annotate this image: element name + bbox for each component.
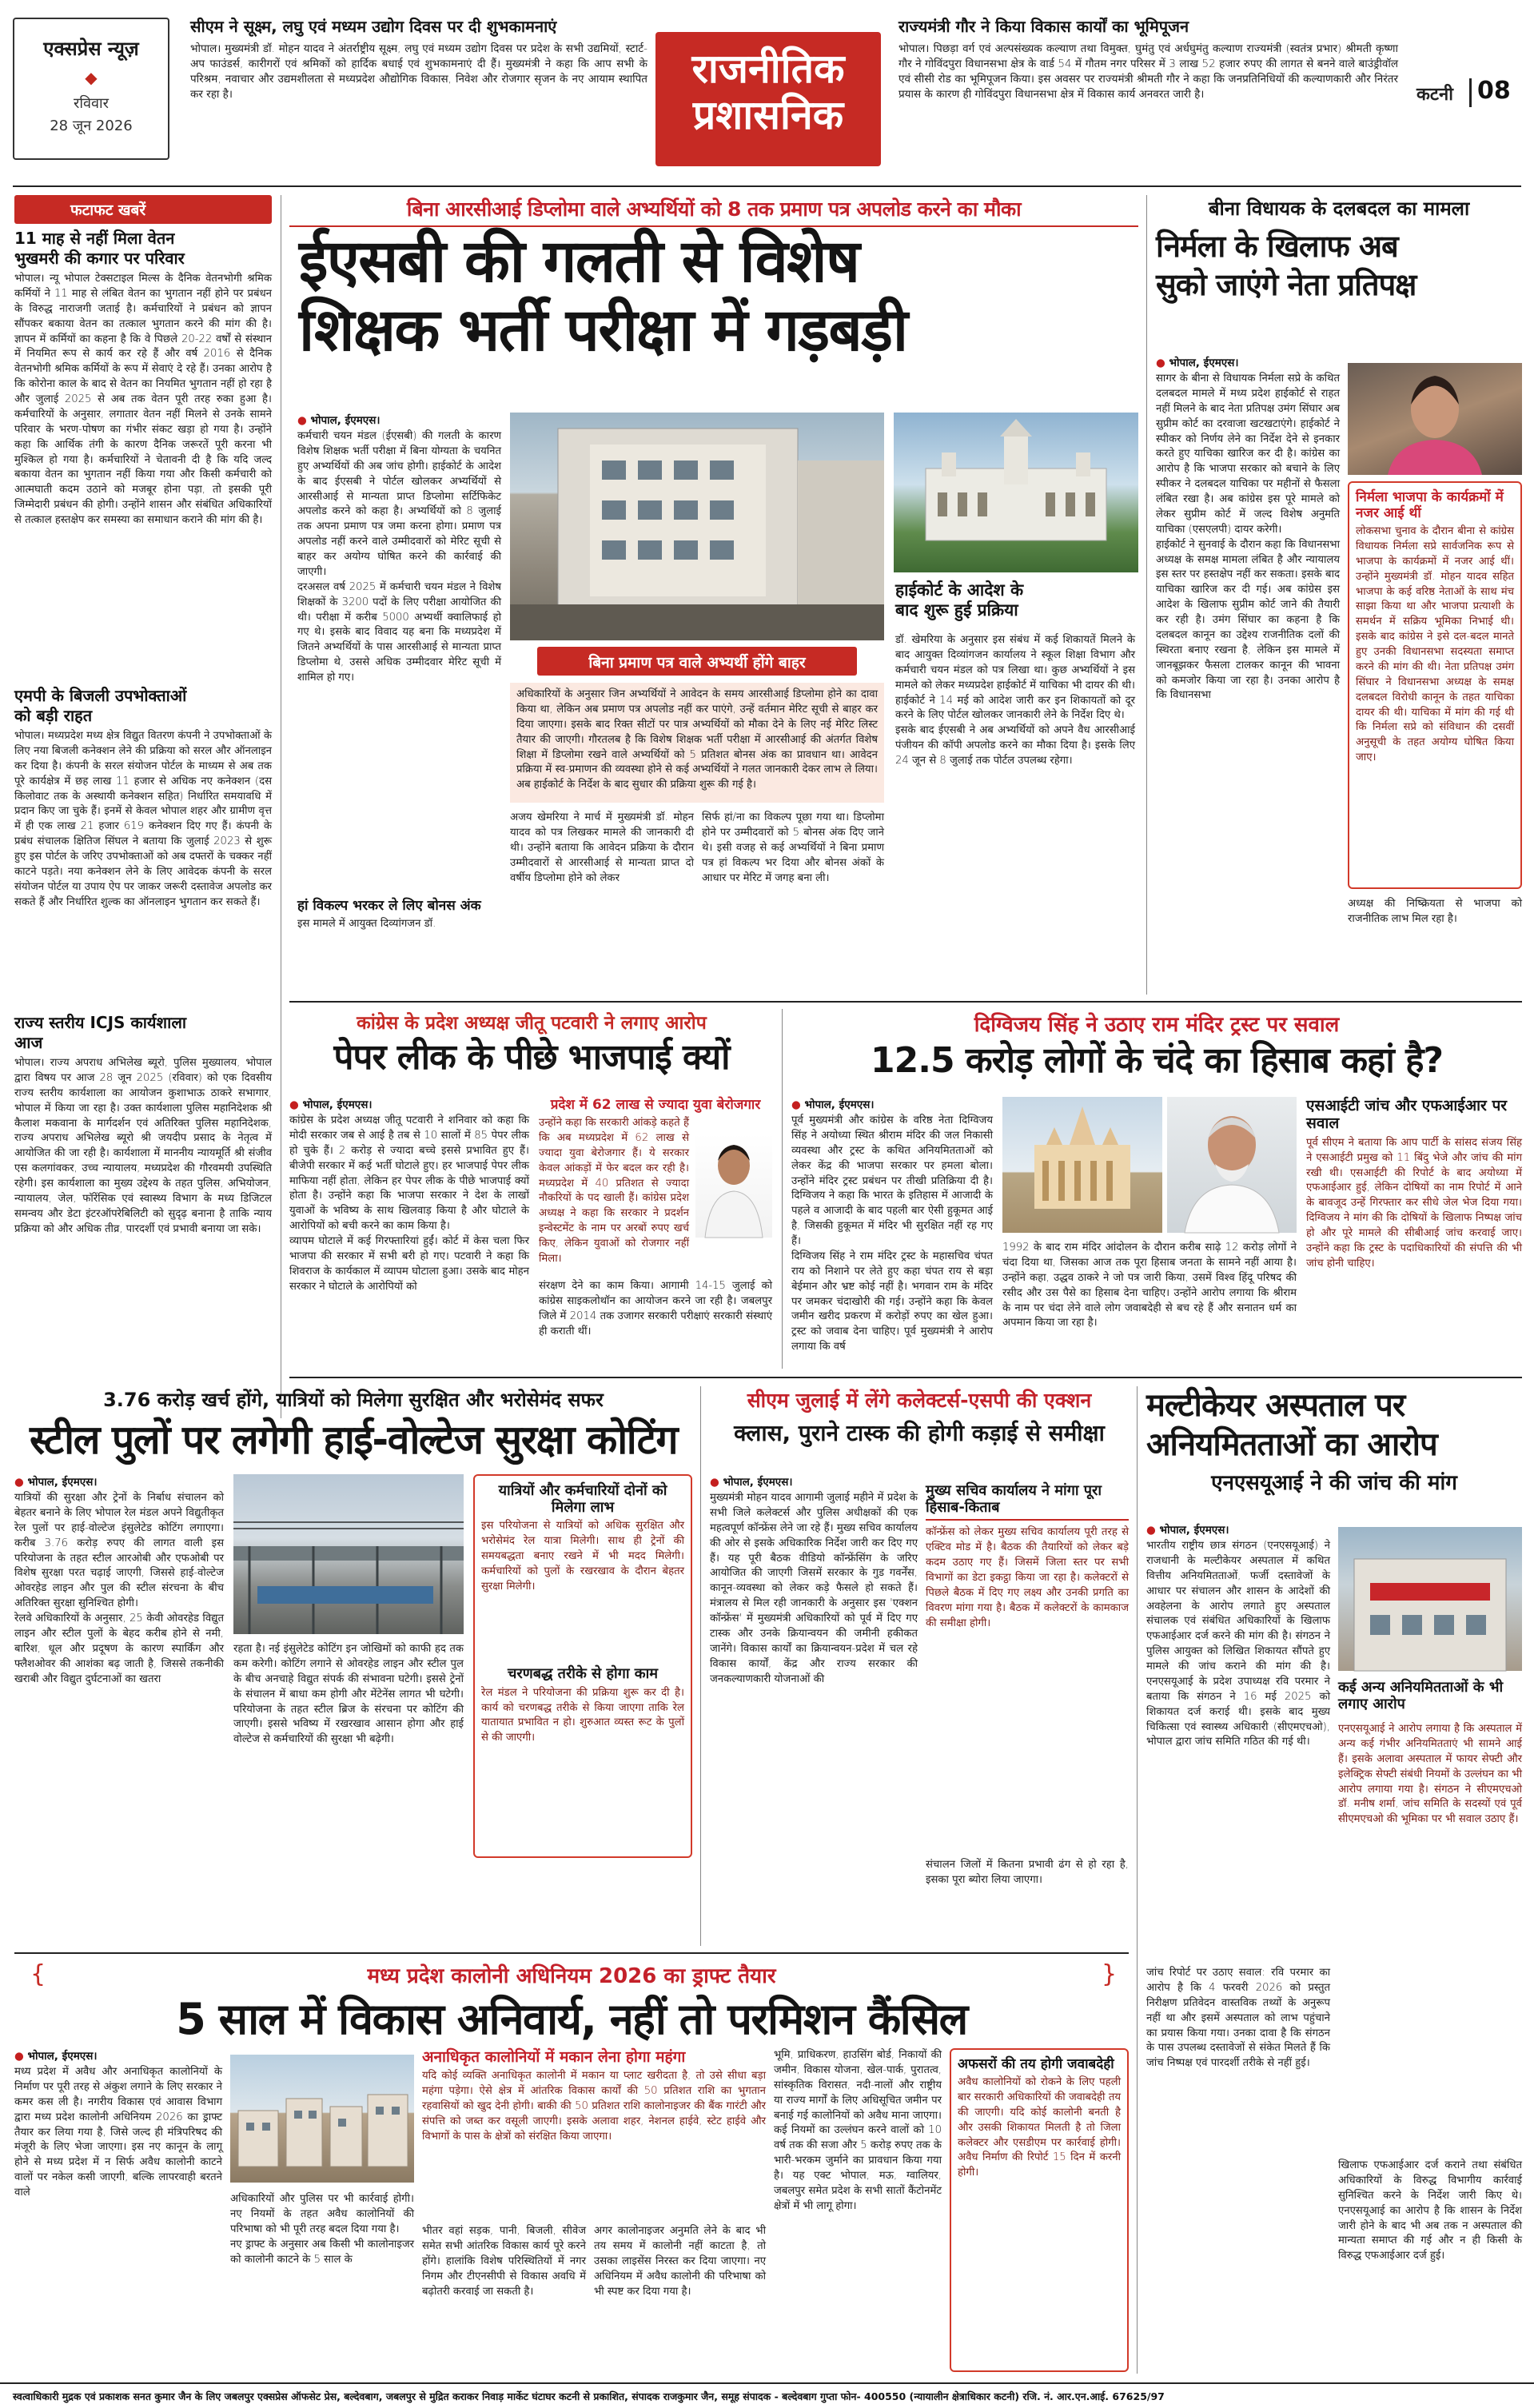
nirmala-story [1156,195,1522,995]
paper-col1-body: कांग्रेस के प्रदेश अध्यक्ष जीतू पटवारी ने शनिवार को कहा कि मोदी सरकार जब से आई है तब से 10 सालों में 85 पेपर लीक हो चुके हैं। 2 करोड़ से ज्यादा बच्चे इससे प्रभावित हुए हैं। बीजेपी सरकार में कई भर्ती घोटाले हुए। हर भाजपाई पेपर लीक माफिया नहीं होता, लेकिन हर पेपर लीक के पीछे भाजपाई क्यों होता है। उन्होंने कहा कि भाजपा सरकार ने देश के लाखों युवाओं के भविष्य के साथ खिलवाड़ किया है और घोटाले के आरोपियों को बची करने का काम किया है। व्यापम घोटाले में कई गिरफ्तारियां हुईं। कोर्ट में केस चला फिर भाजपा की सरकार में सभी बरी हो गए। पटवारी ने कहा कि शिवराज के कार्यकाल में व्यापम घोटाला हुआ। उसके बाद मोहन सरकार ने घोटाले के आरोपियों को [289,1114,529,1293]
digvijay-portrait-illustration [1167,1097,1297,1233]
colony-tail: खिलाफ एफआईआर दर्ज कराने तथा संबंधित अधिकारियों के विरुद्ध विभागीय कार्रवाई सुनिश्चित करने के निर्देश जारी किए थे। एनएसयूआई का आरोप है कि शासन के निर्देश जारी होने के बाद भी अब तक न अस्पताल की मान्यता समाप्त की गई और न ही किसी के विरुद्ध एफआईआर दर्ज हुई। [1338,2159,1522,2262]
esb-col3 [702,811,884,987]
colony-box2-body: अवैध कालोनियों को रोकने के लिए पहली बार सरकारी अधिकारियों की जवाबदेही तय की जाएगी। यदि कोई कालोनी बनती है और उसकी शिकायत मिलती है तो जिला कलेक्टर और एसडीएम पर कार्रवाई होगी। अवैध निर्माण की रिपोर्ट 15 दिन में करनी होगी। [958,2076,1121,2179]
top-left-headline: सीएम ने सूक्ष्म, लघु एवं मध्यम उद्योग दिवस पर दी शुभकामनाएं [190,17,557,36]
colony-bracket-left: { [30,1960,46,1988]
fatafat-label: फटाफट खबरें [14,195,272,224]
collector-byline: ● भोपाल, ईएमएस। [710,1474,918,1489]
multicare-body: भारतीय राष्ट्रीय छात्र संगठन (एनएसयूआई) ने राजधानी के मल्टीकेयर अस्पताल में कथित वित्तीय अनियमितताओं, फर्जी दस्तावेजों के आधार पर संचालन और शासन के आदेशों की अवहेलना के आरोप लगाते हुए अस्पताल संचालक एवं संबंधित अधिकारियों के खिलाफ एफआईआर दर्ज करने की मांग की है। संगठन ने पुलिस आयुक्त को लिखित शिकायत सौंपते हुए मामले की जांच कराने की मांग की है। एनएसयूआई के प्रदेश उपाध्यक्ष रवि परमार ने बताया कि संगठन ने 16 मई 2025 को शिकायत दर्ज कराई थी। इसके बाद मुख्य चिकित्सा एवं स्वास्थ्य अधिकारी (सीएमएचओ), भोपाल द्वारा जांच समिति गठित की गई थी। [1146,1540,1330,1748]
ram-temple-photo [1002,1097,1162,1233]
colony-bracket-right: } [1102,1960,1118,1988]
nirmala-sidebox [1348,481,1522,889]
top-left-story [190,18,647,169]
fatafat-story2-body: भोपाल। मध्यप्रदेश मध्य क्षेत्र विद्युत वितरण कंपनी ने उपभोक्ताओं के लिए नया बिजली कनेक्शन लेने की प्रक्रिया को सरल और ऑनलाइन कर दिया है। कंपनी के सरल संयोजन पोर्टल के माध्यम से अब तक पूरे कार्यक्षेत्र में छह लाख 11 हजार से अधिक नए कनेक्शन (दस किलोवाट तक के अस्थायी कनेक्शन सहित) निर्धारित समयावधि में प्रदान किए जा चुके हैं। इनमें से केवल भोपाल शहर और ग्रामीण वृत्त में ही एक लाख 21 हजार 619 कनेक्शन दिए गए हैं। कंपनी के प्रबंध संचालक क्षितिज सिंघल ने बताया कि जुलाई 2023 से शुरू हुए इस पोर्टल के जरिए उपभोक्ताओं को अब दफ्तरों के चक्कर नहीं काटने पड़ते। नया कनेक्शन लेने के लिए आवेदक कंपनी के सरल संयोजन पोर्टल या उपाय ऐप पर जाकर जरूरी दस्तावेज अपलोड कर सकते हैं और निर्धारित शुल्क का ऑनलाइन भुगतान कर सकते हैं। [14,730,272,908]
collector-kicker: सीएम जुलाई में लेंगे कलेक्टर्स-एसपी की एक्शन [747,1389,1092,1412]
colony-box-body: यदि कोई व्यक्ति अनाधिकृत कालोनी में मकान या प्लाट खरीदता है, तो उसे सीधा बड़ा महंगा पड़ेगा। ऐसे क्षेत्र में आंतरिक विकास कार्यों की 50 प्रतिशत राशि का भुगतान रहवासियों को खुद देनी होगी। बाकी की 50 प्रतिशत राशि कालोनाइजर की बैंक गारंटी और संपत्ति को जब्त कर वसूली जाएगी। इसके अलावा शहर, नेशनल हाईवे, स्टेट हाईवे और विभागों के पास के क्षेत्रों को संरक्षित किया जाएगा। [422,2070,766,2143]
digvijay-photo [1167,1097,1297,1233]
steel-kicker: 3.76 करोड़ खर्च होंगे, यात्रियों को मिलेगा सुरक्षित और भरोसेमंद सफर [103,1389,604,1411]
imprint-footer: स्वत्वाधिकारी मुद्रक एवं प्रकाशक सनत कुमार जैन के लिए जबलपुर एक्सप्रेस ऑफसेट प्रेस, बल्देवबाग, जबलपुर से मुद्रित कराकर निवाड़ मार्केट घंटाघर कटनी से प्रकाशित, संपादक राजकुमार जैन, समूह संपादक - बल्देवबाग गुप्ता फोन- 400550 (न्यायालीन क्षेत्राधिकार कटनी) रजि. नं. आर.एन.आई. 67625/97 [0,2382,1534,2408]
steel-byline: ● भोपाल, ईएमएस। [14,1474,224,1489]
colony-col5-body: भूमि, प्राधिकरण, हाउसिंग बोर्ड, निकायों की जमीन, विकास योजना, खेल-पार्क, पुरातत्व, सांस्कृतिक विरासत, नदी-नालों और राष्ट्रीय या राज्य मार्गों के लिए अधिसूचित जमीन पर बनाई गई कालोनियों को अवैध माना जाएगा। कई नियमों का उल्लंघन करने वालों को 10 वर्ष तक की सजा और 5 करोड़ रुपए तक के भारी-भरकम जुर्माने का प्रावधान किया गया है। यह एक्ट भोपाल, मऊ, ग्वालियर, जबलपुर समेत प्रदेश के सभी सातों कैंटोनमेंट क्षेत्रों में भी लागू होगा। [774,2049,942,2212]
issue-day: रविवार [73,95,110,112]
paper-headline: पेपर लीक के पीछे भाजपाई क्यों [333,1037,730,1078]
esb-story [289,195,1138,995]
steel-box-head: यात्रियों और कर्मचारियों दोनों को मिलेगा लाभ [498,1482,667,1517]
esb-building-illustration [510,413,884,640]
steel-box-body: इस परियोजना से यात्रियों को अधिक सुरक्षित और भरोसेमंद रेल यात्रा मिलेगी। साथ ही ट्रेनों की समयबद्धता बनाए रखने में भी मदद मिलेगी। कर्मचारियों को पुलों के रखरखाव के दौरान बेहतर सुरक्षा मिलेगी। [481,1520,684,1593]
esb-headline-line1: ईएसबी की गलती से विशेष [299,227,859,296]
esb-col1 [297,413,501,1006]
patwari-portrait-illustration [695,1134,772,1238]
collector-tail: संचालन जिलों में कितना प्रभावी ढंग से हो रहा है, इसका पूरा ब्योरा लिया जाएगा। [926,1859,1129,1886]
esb-right-rule [1146,195,1147,995]
colony-houses-illustration [230,2055,414,2183]
highcourt-subhead: हाईकोर्ट के आदेश के बाद शुरू हुई प्रक्रिया [895,580,1024,620]
esb-building-photo [510,413,884,640]
fatafat-story1-body: भोपाल। न्यू भोपाल टेक्सटाइल मिल्स के दैनिक वेतनभोगी श्रमिक कर्मियों ने 11 माह से लंबित वेतन का भुगतान नहीं होने पर प्रबंधन के विरुद्ध नाराजगी जताई है। कर्मचारियों ने प्रबंधन को ज्ञापन सौंपकर बकाया वेतन का तत्काल भुगतान करने की मांग की है। ज्ञापन में कर्मियों का कहना है कि वे पिछले 20-22 वर्षों से संस्थान में नियमित रूप से कार्य कर रहे हैं और वर्ष 2016 से दैनिक वेतनभोगी श्रमिक कर्मियों के रूप में सेवाएं दे रहे हैं। उनका आरोप है कि कोरोना काल के बाद से वेतन का नियमित भुगतान नहीं हो रहा है और जुलाई 2025 से अब तक वेतन पूरी तरह रुका हुआ है। कर्मचारियों के अनुसार, लगातार वेतन नहीं मिलने से उनके सामने परिवार के भरण-पोषण का गंभीर संकट खड़ा हो गया है। उन्होंने कहा कि आर्थिक तंगी के कारण दैनिक जरूरतें पूरी करना भी मुश्किल हो गया है। कर्मचारियों ने चेतावनी दी है कि यदि जल्द बकाया वेतन का भुगतान नहीं किया गया और किसी कर्मचारी को आत्मघाती कदम उठाने को मजबूर होना पड़ा, तो इसकी पूरी जिम्मेदारी प्रबंधन की होगी। उन्होंने शासन और संबंधित अधिकारियों से तत्काल हस्तक्षेप कर समस्या का समाधान कराने की मांग की है। [14,273,272,526]
collector-headline: क्लास, पुराने टास्क की होगी कड़ाई से समीक्षा [734,1420,1105,1446]
paper-col3-body: संरक्षण देने का काम किया। आगामी 14-15 जुलाई को कांग्रेस साइकलोथॉन का आयोजन करने जा रही है। जबलपुर जिले में 2014 तक उजागर सरकारी परीक्षाएं सरकारी संस्थाएं ही कराती थीं। [539,1280,772,1338]
nirmala-col [1156,355,1340,991]
ram-box-body: पूर्व सीएम ने बताया कि आप पार्टी के सांसद संजय सिंह ने एसआईटी प्रमुख को 11 बिंदु भेजे और जांच की मांग रखी थी। एसआईटी की रिपोर्ट के बाद अयोध्या में एफआईआर हुई, लेकिन दोषियों का नाम रिपोर्ट में आने के बावजूद उन्हें गिरफ्तार कर सीधे जेल भेज दिया गया। दिग्विजय ने मांग की कि दोषियों के खिलाफ निष्पक्ष जांच हो और पूरे मामले की सीबीआई जांच करवाई जाए। उन्होंने कहा कि ट्रस्ट के पदाधिकारियों की संपत्ति की भी जांच होनी चाहिए। [1306,1136,1522,1270]
steel-bridge-illustration [233,1474,464,1634]
colony-col3-body: भीतर वहां सड़क, पानी, बिजली, सीवेज समेत सभी आंतरिक विकास कार्य पूरे करने होंगे। हालांकि विशेष परिस्थितियों में नगर निगम और टीएनसीपी से विकास अवधि में बढ़ोतरी करवाई जा सकती है। [422,2225,586,2298]
collector-box-head: मुख्य सचिव कार्यालय ने मांगा पूरा हिसाब-किताब [926,1482,1129,1521]
esb-col1-tail: इस मामले में आयुक्त दिव्यांगजन डॉ. [297,918,436,931]
steel-story [14,1386,692,1946]
colony-photo [230,2055,414,2183]
top-right-story [898,18,1398,169]
page-city: कटनी [1416,85,1453,105]
colony-byline: ● भोपाल, ईएमएस। [14,2048,222,2063]
esb-col3-body: सिर्फ हां/ना का विकल्प पूछा गया था। डिप्लोमा होने पर उम्मीदवारों को 5 बोनस अंक दिए जाने थे। इसी वजह से कई अभ्यर्थियों ने बिना प्रमाण पत्र हां विकल्प भर दिया और बोनस अंकों के आधार पर मेरिट में जगह बना ली। [702,811,884,884]
section-line2: प्रशासनिक [692,91,844,138]
paper-box-body: उन्होंने कहा कि सरकारी आंकड़े कहते हैं कि अब मध्यप्रदेश में 62 लाख से ज्यादा युवा बेरोजगार हैं। ये सरकार केवल आंकड़ों में फेर बदल कर रही है। मध्यप्रदेश में 40 प्रतिशत से ज्यादा नौकरियों के पद खाली हैं। कांग्रेस प्रदेश अध्यक्ष ने कहा कि सरकार ने प्रदर्शन इन्वेस्टमेंट के नाम पर अरबों रुपए खर्च किए, लेकिन युवाओं को रोजगार नहीं मिला। [539,1117,689,1265]
ram-box [1306,1097,1522,1369]
fatafat-column [14,195,272,1394]
colony-col2-body: अधिकारियों और पुलिस पर भी कार्रवाई होगी। नए नियमों के तहत अवैध कालोनियों की परिभाषा को भी पूरी तरह बदल दिया गया है। नए ड्राफ्ट के अनुसार अब किसी भी कालोनाइजर को कालोनी काटने के 5 साल के [230,2193,414,2266]
band2-rule [289,1001,1522,1003]
ram-headline: 12.5 करोड़ लोगों के चंदे का हिसाब कहां है? [871,1040,1443,1081]
steel-col1-body: यात्रियों की सुरक्षा और ट्रेनों के निर्बाध संचालन को बेहतर बनाने के लिए भोपाल रेल मंडल अपने विद्युतीकृत रेल पुलों पर हाई-वोल्टेज इंसुलेटेड कोटिंग लगाएगा। करीब 3.76 करोड़ रुपए की लागत वाली इस परियोजना के तहत स्टील आरओबी और एफओबी पर विशेष सुरक्षा परत चढ़ाई जाएगी, जिससे हाई-वोल्टेज ओवरहेड लाइन और पुल की स्टील संरचना के बीच अतिरिक्त सुरक्षा सुनिश्चित होगी। रेलवे अधिकारियों के अनुसार, 25 केवी ओवरहेड विद्युत लाइन और स्टील पुलों के बेहद करीब होने से नमी, बारिश, धूल और प्रदूषण के कारण स्पार्किंग और फ्लैशओवर की आशंका बढ़ जाती है, जिससे तकनीकी खराबी और विद्युत दुर्घटनाओं का खतरा [14,1492,224,1685]
colony-box-head: अनाधिकृत कालोनियों में मकान लेना होगा महंगा [422,2048,686,2066]
page-number: 08 [1477,77,1511,105]
multicare-hospital-photo [1338,1527,1522,1671]
collector-col1 [710,1474,918,1946]
paper-box-head: प्रदेश में 62 लाख से ज्यादा युवा बेरोजगार [550,1097,761,1113]
nirmala-body: सागर के बीना से विधायक निर्मला सप्रे के कथित दलबदल मामले में मध्य प्रदेश हाईकोर्ट से राहत नहीं मिलने के बाद नेता प्रतिपक्ष उमंग सिंघार अब सुप्रीम कोर्ट का दरवाजा खटखटाएंगे। हाईकोर्ट ने स्पीकर को निर्णय लेने का निर्देश देने से इनकार करते हुए याचिका खारिज कर दी है। कांग्रेस का आरोप है कि भाजपा सरकार को बचाने के लिए स्पीकर ने दलबदल याचिका पर महीनों से फैसला लंबित रखा है। अब कांग्रेस इस पूरे मामले को लेकर सुप्रीम कोर्ट में जल्द विशेष अनुमति याचिका (एसएलपी) दायर करेगी। हाईकोर्ट ने सुनवाई के दौरान कहा कि विधानसभा अध्यक्ष के समक्ष मामला लंबित है और न्यायालय इस स्तर पर हस्तक्षेप नहीं कर सकता। इसके बाद याचिका खारिज कर दी गई। अब कांग्रेस इस आदेश के खिलाफ सुप्रीम कोर्ट जाने की तैयारी कर रही है। उमंग सिंघार का कहना है कि दलबदल कानून का उद्देश्य राजनीतिक दलों की स्थिरता बनाए रखना है, लेकिन इस मामले में जानबूझकर फैसला टालकर कानून की भावना को कमजोर किया जा रहा है। उनका आरोप है कि विधानसभा [1156,373,1340,702]
steel-bridge-photo [233,1474,464,1634]
steel-box-body2: रेल मंडल ने परियोजना की प्रक्रिया शुरू कर दी है। कार्य को चरणबद्ध तरीके से किया जाएगा ताकि रेल यातायात प्रभावित न हो। शुरुआत व्यस्त रूट के पुलों से की जाएगी। [481,1686,684,1744]
multicare-subhead: एनएसयूआई ने की जांच की मांग [1211,1470,1457,1495]
page-divider [1469,78,1472,107]
highcourt-body: डॉ. खेमरिया के अनुसार इस संबंध में कई शिकायतें मिलने के बाद आयुक्त दिव्यांगजन कार्यालय ने स्कूल शिक्षा विभाग और कर्मचारी चयन मंडल को पत्र लिखा था। कुछ अभ्यर्थियों ने इस मामले को लेकर मध्यप्रदेश हाईकोर्ट में याचिका भी दायर की थी। हाईकोर्ट ने 14 मई को आदेश जारी कर इन शिकायतों को दूर करने के लिए पोर्टल खोलकर जानकारी लेने के निर्देश दिए थे। इसके बाद ईएसबी ने अब अभ्यर्थियों को अपने वैध आरसीआई पंजीयन की कॉपी अपलोड करने का मौका दिया है। इसके लिए 24 जून से 8 जुलाई तक पोर्टल उपलब्ध रहेगा। [895,634,1135,767]
fatafat-story2-headline: एमपी के बिजली उपभोक्ताओं को बड़ी राहत [14,686,187,725]
ram-temple-illustration [1002,1097,1162,1233]
top-right-body: भोपाल। पिछड़ा वर्ग एवं अल्पसंख्यक कल्याण तथा विमुक्त, घुमंतु एवं अर्धघुमंतु कल्याण राज्यमंत्री (स्वतंत्र प्रभार) श्रीमती कृष्णा गौर ने गोविंदपुरा विधानसभा क्षेत्र के वार्ड 54 में गौतम नगर परिसर में 3 लाख 52 हजार रुपए की लागत से बनने वाले बाउंड्रीवॉल एवं सीसी रोड का भूमिपूजन किया। इस अवसर पर राज्यमंत्री श्रीमती गौर ने कहा कि जनप्रतिनिधियों की कल्याणकारी और निरंतर प्रयास के कारण ही गोविंदपुरा विधानसभा क्षेत्र में विकास कार्य अनवरत जारी है। [898,42,1398,102]
ram-col1-body: पूर्व मुख्यमंत्री और कांग्रेस के वरिष्ठ नेता दिग्विजय सिंह ने अयोध्या स्थित श्रीराम मंदिर की जल निकासी व्यवस्था और ट्रस्ट के कथित अनियमितताओं को लेकर केंद्र की भाजपा सरकार पर हमला बोला। उन्होंने मंदिर ट्रस्ट प्रबंधन पर तीखी प्रतिक्रिया दी है। दिग्विजय ने कहा कि भारत के इतिहास में आजादी के पहले व आजादी के बाद पहली बार ऐसी हुकूमत आई है, जिसकी हुकूमत में मंदिर भी सुरक्षित नहीं रह गए हैं। दिग्विजय सिंह ने राम मंदिर ट्रस्ट के महासचिव चंपत राय को निशाने पर लेते हुए कहा चंपत राय से बड़ा बेईमान और भ्रष्ट कोई नहीं है। भगवान राम के मंदिर पर जमकर चंदाखोरी की गई। उन्होंने कहा कि केवल जमीन खरीद प्रकरण में करोड़ों रुपए का खेल हुआ। ट्रस्ट को जवाब देना चाहिए। पूर्व मुख्यमंत्री ने आरोप लगाया कि वर्ष [791,1114,993,1354]
steel-headline: स्टील पुलों पर लगेगी हाई-वोल्टेज सुरक्षा कोटिंग [29,1417,678,1463]
esb-col1-subhead: हां विकल्प भरकर ले लिए बोनस अंक [297,898,481,914]
esb-photo-caption: बिना प्रमाण पत्र वाले अभ्यर्थी होंगे बाहर [537,647,857,676]
paper-right-rule [782,1009,783,1369]
paper-box [539,1097,772,1273]
band4-rule [14,1952,1129,1954]
nirmala-photo [1348,363,1522,475]
fatafat-story1-headline: 11 माह से नहीं मिला वेतन भुखमरी की कगार पर परिवार [14,229,185,268]
steel-box [473,1474,692,1858]
esb-headline-line2: शिक्षक भर्ती परीक्षा में गड़बड़ी [299,296,907,365]
colony-col1-body: मध्य प्रदेश में अवैध और अनाधिकृत कालोनियों के निर्माण पर पूरी तरह से अंकुश लगाने के लिए सरकार ने कमर कस ली है। नगरीय विकास एवं आवास विभाग द्वारा मध्य प्रदेश कालोनी अधिनियम 2026 का ड्राफ्ट तैयार कर लिया गया है, जिसे जल्द ही मंत्रिपरिषद की मंजूरी के लिए भेजा जाएगा। इस नए कानून के लागू होने से मध्य प्रदेश में न सिर्फ अवैध कालोनी काटने वालों पर नकेल कसी जाएगी, बल्कि लापरवाही बरतने वाले [14,2066,222,2199]
nirmala-portrait-illustration [1348,363,1522,475]
colony-box2 [950,2048,1129,2372]
ram-byline: ● भोपाल, ईएमएस। [791,1097,993,1111]
multicare-headline: मल्टीकेयर अस्पताल पर अनियमितताओं का आरोप [1146,1387,1437,1463]
steel-col2-body: रहता है। नई इंसुलेटेड कोटिंग इन जोखिमों को काफी हद तक कम करेगी। कोटिंग लगाने से ओवरहेड लाइन और स्टील पुल के बीच अनचाहे विद्युत संपर्क की संभावना घटेगी। इससे ट्रेनों के संचालन में बाधा कम होगी और मेंटेनेंस लागत भी घटेगी। परियोजना के तहत स्टील ब्रिज के संरचना पर कोटिंग की जाएगी। इससे भविष्य में रखरखाव आसान होगा और हाई वोल्टेज से कर्मचारियों की सुरक्षा भी बढ़ेगी। [233,1643,464,1746]
multicare-tail: जांच रिपोर्ट पर उठाए सवाल: रवि परमार का आरोप है कि 4 फरवरी 2026 को प्रस्तुत निरीक्षण प्रतिवेदन वास्तविक तथ्यों के अनुरूप नहीं था और इसमें अस्पताल को लाभ पहुंचाने का प्रयास किया गया। उनका दावा है कि संगठन के पास उपलब्ध दस्तावेजों से संकेत मिलते हैं कि जांच निष्पक्ष एवं पारदर्शी तरीके से नहीं हुई। [1146,1967,1330,2070]
multicare-hospital-illustration [1338,1527,1522,1671]
multicare-col [1146,1522,1330,1958]
masthead [0,0,1534,185]
brand-ornament: ◆ [85,68,98,87]
steel-box-head2: चरणबद्ध तरीके से होगा काम [507,1665,659,1683]
highcourt-photo [894,413,1138,572]
colony-box [422,2048,766,2216]
multicare-box-body: एनएसयूआई ने आरोप लगाया है कि अस्पताल में अन्य कई गंभीर अनियमितताएं भी सामने आई हैं। इसके अलावा अस्पताल में फायर सेफ्टी और इलेक्ट्रिक सेफ्टी संबंधी नियमों के उल्लंघन का भी आरोप लगाया गया है। संगठन ने सीएमएचओ डॉ. मनीष शर्मा, जांच समिति के सदस्यों एवं पूर्व सीएमएचओ की भूमिका पर भी सवाल उठाए हैं। [1338,1723,1522,1826]
colony-box2-head: अफसरों की तय होगी जवाबदेही [958,2056,1114,2072]
colony-story [14,1960,1129,2376]
masthead-rule [13,185,1521,187]
top-right-headline: राज्यमंत्री गौर ने किया विकास कार्यों का भूमिपूजन [898,17,1189,36]
paper-byline: ● भोपाल, ईएमएस। [289,1097,529,1111]
colony-kicker: मध्य प्रदेश कालोनी अधिनियम 2026 का ड्राफ्ट तैयार [367,1964,776,1988]
nirmala-byline: ● भोपाल, ईएमएस। [1156,355,1340,369]
fatafat-story3-body: भोपाल। राज्य अपराध अभिलेख ब्यूरो, पुलिस मुख्यालय, भोपाल द्वारा विषय पर आज 28 जून 2025 (रविवार) को एक दिवसीय राज्य स्तरीय कार्यशाला का आयोजन कुशाभाऊ ठाकरे सभागार, भोपाल में किया जा रहा है। उक्त कार्यशाला पुलिस महानिदेशक श्री कैलाश मकवाना के मार्गदर्शन एवं अतिरिक्त पुलिस महानिदेशक, राज्य अपराध अभिलेख ब्यूरो श्री जयदीप प्रसाद के नेतृत्व में आयोजित की जा रही है। कार्यशाला में माननीय न्यायमूर्ति श्री संजीव एस कलगांवकर, उच्च न्यायालय, मध्यप्रदेश की गौरवमयी उपस्थिति रहेगी। इस कार्यशाला का मुख्य उद्देश्य के तहत पुलिस, अभियोजन, न्यायालय, जेल, फॉरेंसिक एवं स्वास्थ्य विभाग के मध्य डिजिटल समन्वय और डेटा इंटरऑपरेबिलिटी को सुदृढ़ बनाना है ताकि न्याय प्रक्रिया को और अधिक तीव्र, पारदर्शी एवं प्रभावी बनाया जा सके। [14,1057,272,1235]
section-line1: राजनीतिक [691,46,845,92]
nirmala-sidebox-body: लोकसभा चुनाव के दौरान बीना से कांग्रेस विधायक निर्मला सप्रे सार्वजनिक रूप से भाजपा के कार्यक्रमों में नजर आई थीं। उन्होंने मुख्यमंत्री डॉ. मोहन यादव सहित भाजपा के कई वरिष्ठ नेताओं के साथ मंच साझा किया था और भाजपा प्रत्याशी के समर्थन में सक्रिय भूमिका निभाई थी। इसके बाद कांग्रेस ने इसे दल-बदल मानते हुए उनकी विधानसभा सदस्यता समाप्त करने की मांग की थी। नेता प्रतिपक्ष उमंग सिंघार ने विधानसभा अध्यक्ष के समक्ष दलबदल विरोधी कानून के तहत याचिका दायर की थी। याचिका में मांग की गई थी कि निर्मला सप्रे को संविधान की दसवीं अनुसूची के तहत अयोग्य घोषित किया जाए। [1356,525,1514,764]
ram-story [791,1009,1522,1369]
esb-col2 [510,811,694,987]
band3-rule [289,1377,1522,1378]
issue-date: 28 जून 2026 [50,118,133,134]
fatafat-story3-headline: राज्य स्तरीय ICJS कार्यशाला आज [14,1013,187,1052]
paper-story [289,1009,774,1369]
esb-col2-body: अजय खेमरिया ने मार्च में मुख्यमंत्री डॉ. मोहन यादव को पत्र लिखकर मामले की जानकारी दी थी। उन्होंने बताया कि आवेदन प्रक्रिया के दौरान उम्मीदवारों से आरसीआई से मान्यता प्राप्त दो वर्षीय डिप्लोमा होने को लेकर [510,811,694,884]
collector-box-body: कॉन्फ्रेंस को लेकर मुख्य सचिव कार्यालय पूरी तरह से एक्टिव मोड में है। बैठक की तैयारियों को लेकर बड़े कदम उठाए गए हैं। जिसमें जिला स्तर पर सभी विभागों का डेटा इकट्ठा किया जा रहा है। कलेक्टरों से पिछले बैठक में दिए गए लक्ष्य और उनकी प्रगति का विवरण मांगा गया है। बैठक में कलेक्टरों के कामकाज की समीक्षा होगी। [926,1526,1129,1629]
section-banner [655,32,881,166]
top-left-body: भोपाल। मुख्यमंत्री डॉ. मोहन यादव ने अंतर्राष्ट्रीय सूक्ष्म, लघु एवं मध्यम उद्योग दिवस पर प्रदेश के सभी उद्यमियों, स्टार्ट-अप फाउंडर्स, कारीगरों एवं श्रमिकों को हार्दिक बधाई एवं शुभकामनाएं दी हैं। मुख्यमंत्री ने कहा कि आप सभी के परिश्रम, नवाचार और उद्यमशीलता से मध्यप्रदेश औद्योगिक विकास, निवेश और रोजगार सृजन के नए आयाम स्थापित कर रहा है। [190,42,647,102]
esb-col1-body: कर्मचारी चयन मंडल (ईएसबी) की गलती के कारण विशेष शिक्षक भर्ती परीक्षा में बिना योग्यता के चयनित हुए अभ्यर्थियों की अब जांच होगी। हाईकोर्ट के आदेश के बाद ईएसबी ने पोर्टल खोलकर अभ्यर्थियों से आरसीआई से मान्यता प्राप्त डिप्लोमा सर्टिफिकेट अपलोड करने को कहा है। अभ्यर्थियों को 8 जुलाई तक अपना प्रमाण पत्र जमा करना होगा। प्रमाण पत्र अपलोड नहीं करने वाले उम्मीदवारों को मेरिट सूची से बाहर कर अयोग्य घोषित करने की कार्रवाई की जाएगी। दरअसल वर्ष 2025 में कर्मचारी चयन मंडल ने विशेष शिक्षकों के 3200 पदों के लिए परीक्षा आयोजित की थी। परीक्षा में करीब 5000 अभ्यर्थी क्वालिफाई हो गए थे। इसके बाद विवाद यह बना कि मध्यप्रदेश में जितने अभ्यर्थियों के पास आरसीआई से मान्यता प्राप्त डिप्लोमा थे, उससे अधिक उम्मीदवार मेरिट सूची में शामिल हो गए। [297,430,501,684]
nirmala-sidebox-head: निर्मला भाजपा के कार्यक्रमों में नजर आई थीं [1356,489,1504,522]
brand-box [13,18,169,160]
paper-col1 [289,1097,529,1369]
colony-col4-body: अगर कालोनाइजर अनुमति लेने के बाद भी तय समय में कालोनी नहीं काटता है, तो उसका लाइसेंस निरस्त कर दिया जाएगा। नए अधिनियम में अवैध कालोनी की परिभाषा को भी स्पष्ट कर दिया गया है। [594,2225,766,2298]
steel-col1 [14,1474,224,1946]
colony-headline: 5 साल में विकास अनिवार्य, नहीं तो परमिशन कैंसिल [176,1994,967,2044]
ram-kicker: दिग्विजय सिंह ने उठाए राम मंदिर ट्रस्ट पर सवाल [974,1013,1340,1037]
collector-story [710,1386,1129,1946]
multicare-byline: ● भोपाल, ईएमएस। [1146,1522,1330,1537]
collector-right-rule [1137,1386,1138,2374]
paper-kicker: कांग्रेस के प्रदेश अध्यक्ष जीतू पटवारी ने लगाए आरोप [357,1013,707,1034]
nirmala-headline: निर्मला के खिलाफ अब सुको जाएंगे नेता प्रतिपक्ष [1156,229,1416,302]
brand-name: एक्सप्रेस न्यूज़ [43,38,139,60]
ram-col1 [791,1097,993,1369]
nirmala-kicker: बीना विधायक के दलबदल का मामला [1208,197,1470,220]
ram-col2-body: 1992 के बाद राम मंदिर आंदोलन के दौरान करीब साढ़े 12 करोड़ लोगों ने चंदा दिया था, जिसका आज तक पूरा हिसाब जनता के सामने नहीं आया है। उन्होंने कहा, उद्धव ठाकरे ने जो पत्र जारी किया, उसमें विश्व हिंदू परिषद की रसीद और उस पैसे का हिसाब देना चाहिए। उन्होंने आरोप लगाया कि श्रीराम के नाम पर चंदा लेने वाले लोग जवाबदेही से बच रहे हैं और सनातन धर्म का अपमान किया जा रहा है। [1002,1242,1297,1330]
esb-byline: ● भोपाल, ईएमएस। [297,413,501,427]
esb-kicker: बिना आरसीआई डिप्लोमा वाले अभ्यर्थियों को 8 तक प्रमाण पत्र अपलोड करने का मौका [406,197,1022,221]
ram-box-head: एसआईटी जांच और एफआईआर पर सवाल [1306,1097,1508,1133]
nirmala-tail: अध्यक्ष की निष्क्रियता से भाजपा को राजनीतिक लाभ मिल रहा है। [1348,898,1522,925]
collector-col1-body: मुख्यमंत्री मोहन यादव आगामी जुलाई महीने में प्रदेश के सभी जिले कलेक्टर्स और पुलिस अधीक्षकों की एक महत्वपूर्ण कॉन्फ्रेंस लेने जा रहे हैं। मुख्य सचिव कार्यालय की ओर से इसके अधिकारिक निर्देश जारी कर दिए गए हैं। यह पूरी बैठक वीडियो कॉन्फ्रेंसिंग के जरिए आयोजित की जाएगी जिसमें सरकार के गुड गवर्नेंस, कानून-व्यवस्था को लेकर कड़े फैसले हो सकते हैं। मंत्रालय से मिल रही जानकारी के अनुसार इस 'एक्शन कॉन्फ्रेंस' में मुख्यमंत्री अधिकारियों को पूर्व में दिए गए टास्क और उनके क्रियान्वयन की जमीनी हकीकत जानेंगे। विकास कार्यों का क्रियान्वयन-प्रदेश में चल रहे विकास कार्यों, केंद्र और राज्य सरकार की जनकल्याणकारी योजनाओं की [710,1492,918,1685]
collector-box [926,1482,1129,1850]
colony-col1 [14,2048,222,2376]
esb-strip-body: अधिकारियों के अनुसार जिन अभ्यर्थियों ने आवेदन के समय आरसीआई डिप्लोमा होने का दावा किया था, लेकिन अब प्रमाण पत्र अपलोड नहीं कर पाएंगे, उन्हें वर्तमान मेरिट सूची से बाहर कर दिया जाएगा। इसके बाद रिक्त सीटों पर पात्र अभ्यर्थियों को मौका देने के लिए नई मेरिट लिस्ट तैयार की जाएगी। गौरतलब है कि विशेष शिक्षक भर्ती परीक्षा में आरसीआई की अंतर्गत विशेष शिक्षा में डिप्लोमा रखने वाले अभ्यर्थियों को 5 प्रतिशत बोनस अंक का प्रावधान था। आवेदन प्रक्रिया में स्व-प्रमाणन की व्यवस्था होने से कई अभ्यर्थियों ने गलत जानकारी देकर लाभ ले लिया। अब हाईकोर्ट के निर्देश के बाद सुधार की प्रक्रिया शुरू की गई है। [510,683,884,803]
steel-right-rule [700,1386,701,1946]
patwari-photo [695,1134,772,1238]
highcourt-illustration [894,413,1138,572]
multicare-photo-caption: कई अन्य अनियमितताओं के भी लगाए आरोप [1338,1679,1504,1713]
